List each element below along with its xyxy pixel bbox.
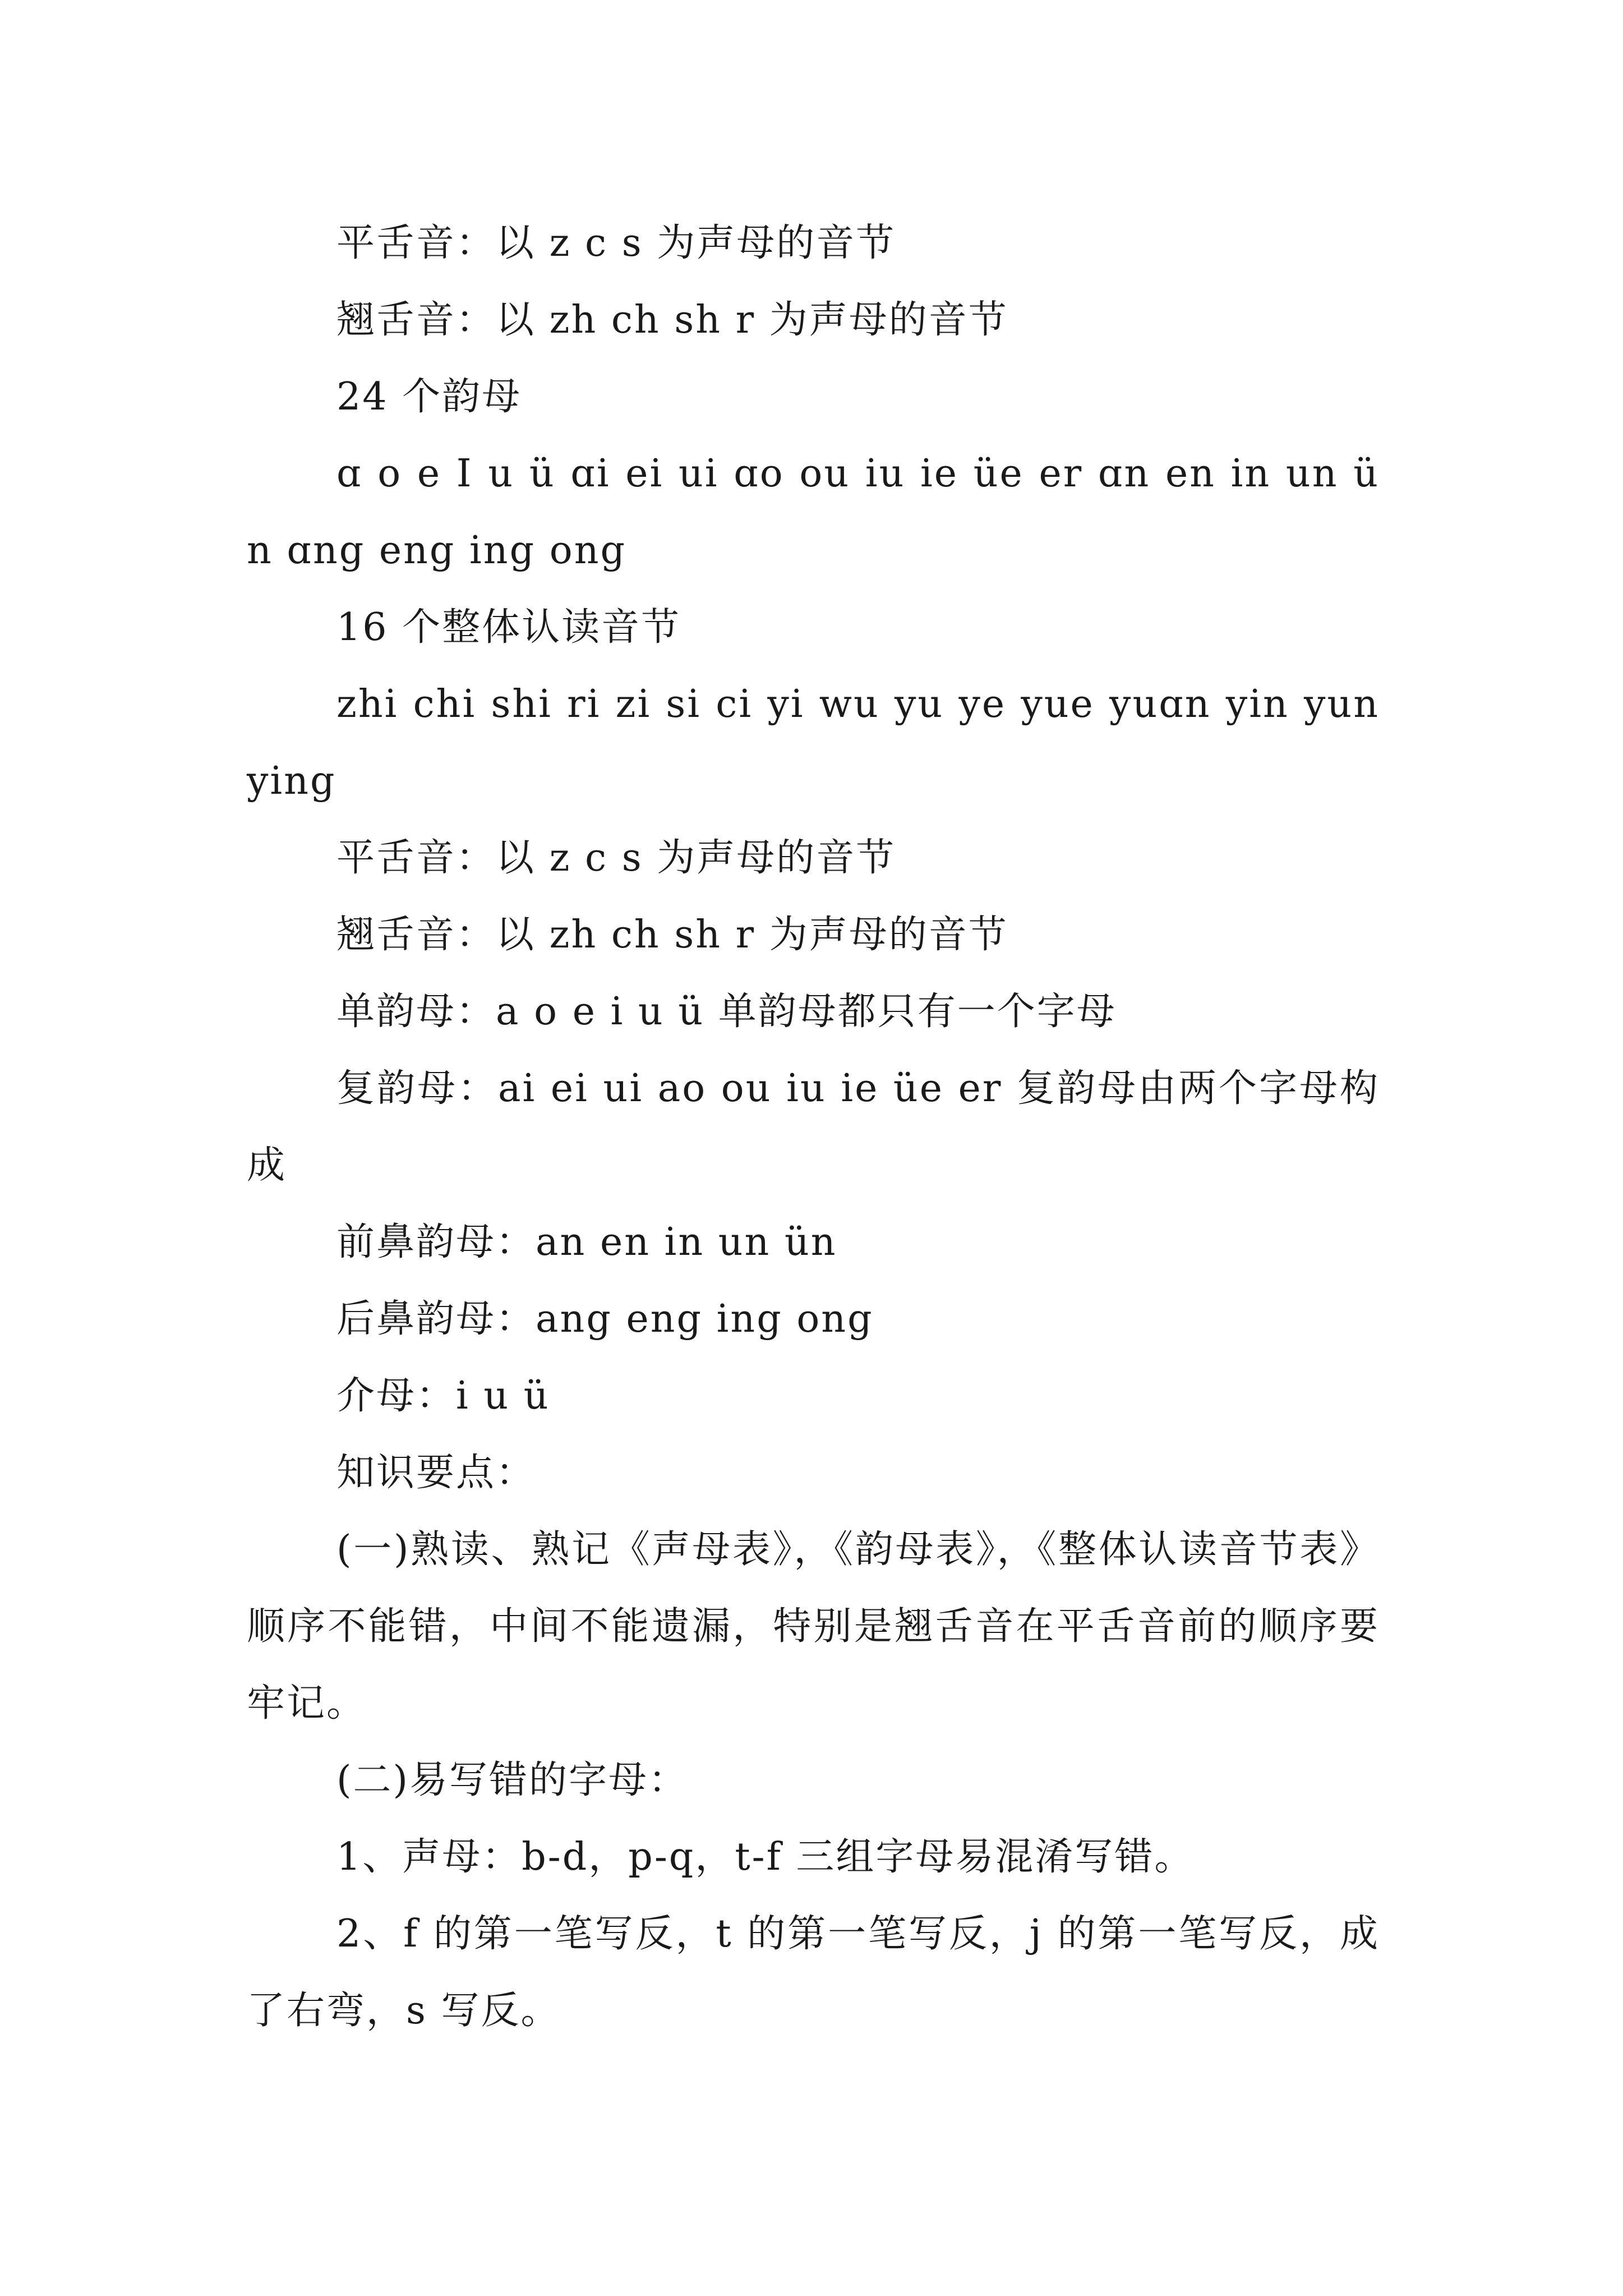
- paragraph-finals-heading: 24 个韵母: [336, 375, 522, 419]
- paragraph-syllables-heading: 16 个整体认读音节: [336, 605, 681, 650]
- paragraph-item-one: 1、声母：b-d，p-q，t-f 三组字母易混淆写错。: [336, 1835, 1195, 1879]
- paragraph-syllables-list: zhi chi shi ri zi si ci yi wu yu ye yue yuɑn yin yun ying: [247, 682, 1380, 803]
- paragraph-item-two: 2、f 的第一笔写反，t 的第一笔写反，j 的第一笔写反，成了右弯，s 写反。: [247, 1912, 1380, 2033]
- paragraph-flat-tongue-2: 平舌音：以 z c s 为声母的音节: [336, 836, 896, 880]
- paragraph-compound-finals: 复韵母：ai ei ui ao ou iu ie üe er 复韵母由两个字母构成: [247, 1066, 1380, 1188]
- paragraph-finals-list: ɑ o e I u ü ɑi ei ui ɑo ou iu ie üe er ɑn en in un ün ɑng eng ing ong: [247, 452, 1380, 573]
- paragraph-back-nasal: 后鼻韵母：ang eng ing ong: [336, 1297, 874, 1341]
- paragraph-retroflex-2: 翘舌音：以 zh ch sh r 为声母的音节: [336, 913, 1008, 957]
- paragraph-medials: 介母：i u ü: [336, 1374, 550, 1418]
- paragraph-simple-finals: 单韵母：a o e i u ü 单韵母都只有一个字母: [336, 990, 1117, 1034]
- paragraph-flat-tongue: 平舌音：以 z c s 为声母的音节: [336, 221, 896, 265]
- paragraph-point-two: (二)易写错的字母：: [336, 1758, 689, 1802]
- paragraph-retroflex: 翘舌音：以 zh ch sh r 为声母的音节: [336, 298, 1008, 342]
- paragraph-key-points: 知识要点：: [336, 1451, 536, 1495]
- paragraph-front-nasal: 前鼻韵母：an en in un ün: [336, 1220, 837, 1264]
- document-body: [247, 205, 1380, 2049]
- paragraph-point-one: (一)熟读、熟记《声母表》，《韵母表》，《整体认读音节表》顺序不能错，中间不能遗漏，特别是翘舌音在平舌音前的顺序要牢记。: [247, 1527, 1380, 1726]
